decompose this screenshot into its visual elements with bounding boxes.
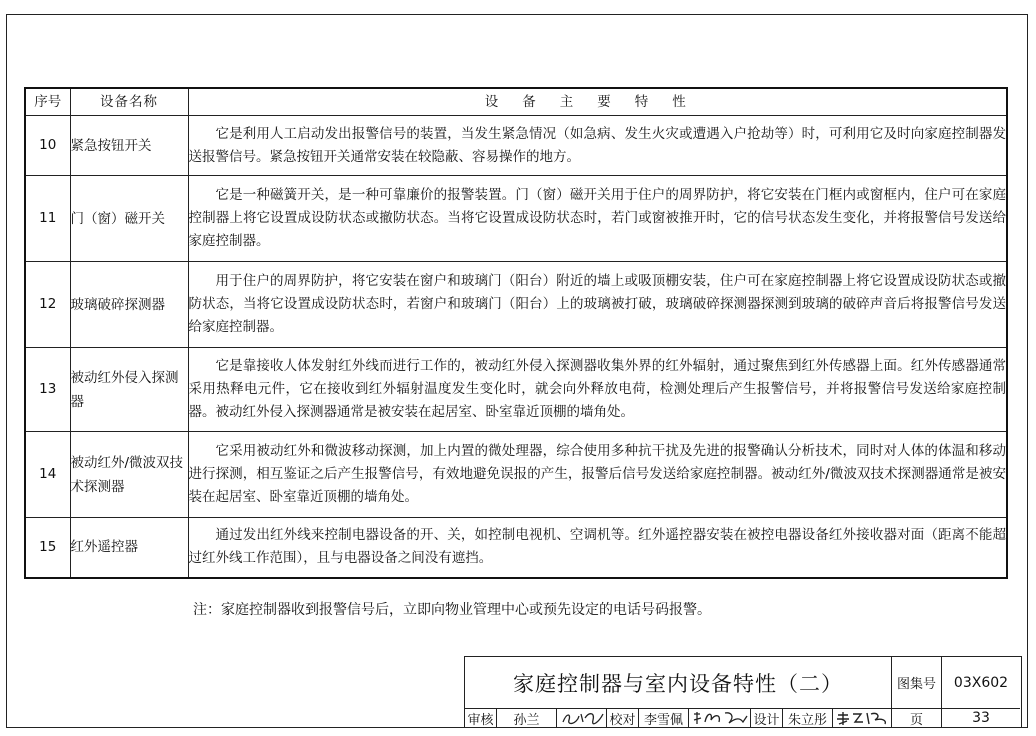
- table-row: [25, 348, 1007, 432]
- table-row: [25, 262, 1007, 348]
- row-no: 11: [25, 176, 70, 262]
- header-desc: 设备主要特性: [188, 88, 1007, 116]
- review-signature: [557, 709, 607, 727]
- spec-table: [24, 87, 1008, 579]
- row-desc: [188, 348, 1007, 432]
- row-no: 14: [25, 432, 70, 518]
- row-name: 紧急按钮开关: [70, 116, 188, 176]
- row-name: 红外遥控器: [70, 518, 188, 578]
- table-row: [25, 176, 1007, 262]
- design-label: 设计: [751, 709, 783, 727]
- drawing-title: 家庭控制器与室内设备特性（二）: [465, 657, 892, 709]
- row-no: 10: [25, 116, 70, 176]
- row-no: 13: [25, 348, 70, 432]
- row-no: 12: [25, 262, 70, 348]
- row-desc: [188, 116, 1007, 176]
- row-desc: [188, 176, 1007, 262]
- header-name: 设备名称: [70, 88, 188, 116]
- row-desc-text: 通过发出红外线来控制电器设备的开、关，如控制电视机、空调机等。红外遥控器安装在被控电器设备红外接收器对面（距离不能超过红外线工作范围），且与电器设备之间没有遮挡。: [188, 527, 1006, 567]
- row-name: 门（窗）磁开关: [70, 176, 188, 262]
- row-desc-text: 它是靠接收人体发射红外线而进行工作的，被动红外侵入探测器收集外界的红外辐射，通过聚焦到红外传感器上面。红外传感器通常采用热释电元件，它在接收到红外辐射温度发生变化时，就会向外释放电荷，检测处理后产生报警信号，并将报警信号发送给家庭控制器。被动红外侵入探测器通常是被安装在起居室、卧室靠近顶棚的墙角处。: [188, 358, 1006, 420]
- row-name: 玻璃破碎探测器: [70, 262, 188, 348]
- design-signature: [833, 709, 892, 727]
- row-desc-text: 它是利用人工启动发出报警信号的装置，当发生紧急情况（如急病、发生火灾或遭遇入户抢劫等）时，可利用它及时向家庭控制器发送报警信号。紧急按钮开关通常安装在较隐蔽、容易操作的地方。: [188, 125, 1006, 165]
- row-desc: [188, 262, 1007, 348]
- header-no: 序号: [25, 88, 70, 116]
- atlas-number: 03X602: [942, 657, 1020, 709]
- row-no: 15: [25, 518, 70, 578]
- row-desc: [188, 432, 1007, 518]
- table-row: [25, 116, 1007, 176]
- row-desc: [188, 518, 1007, 578]
- page-number: 33: [972, 710, 990, 726]
- check-signature: [689, 709, 751, 727]
- review-label: 审核: [465, 709, 497, 727]
- title-block: [464, 656, 1022, 728]
- table-row: [25, 432, 1007, 518]
- row-desc-text: 用于住户的周界防护，将它安装在窗户和玻璃门（阳台）附近的墙上或吸顶棚安装，住户可在家庭控制器上将它设置成设防状态或撤防状态，当将它设置成设防状态时，若窗户和玻璃门（阳台）上的玻璃被打破，玻璃破碎探测器探测到玻璃的破碎声音后将报警信号发送给家庭控制器。: [188, 273, 1006, 335]
- page-label: 页: [892, 709, 942, 727]
- table-header-row: [25, 88, 1007, 116]
- row-name: 被动红外侵入探测器: [70, 348, 188, 432]
- review-name: 孙兰: [497, 709, 557, 727]
- row-desc-text: 它采用被动红外和微波移动探测，加上内置的微处理器，综合使用多种抗干扰及先进的报警确认分析技术，同时对人体的体温和移动进行探测，相互鉴证之后产生报警信号，有效地避免误报的产生，报警后信号发送给家庭控制器。被动红外/微波双技术探测器通常是被安装在起居室、卧室靠近顶棚的墙角处。: [188, 443, 1006, 505]
- design-name: 朱立彤: [783, 709, 833, 727]
- atlas-label: 图集号: [892, 657, 942, 709]
- footnote: 注：家庭控制器收到报警信号后，立即向物业管理中心或预先设定的电话号码报警。: [193, 602, 711, 618]
- row-desc-text: 它是一种磁簧开关，是一种可靠廉价的报警装置。门（窗）磁开关用于住户的周界防护，将它安装在门框内或窗框内，住户可在家庭控制器上将它设置成设防状态或撤防状态。当将它设置成设防状态时，若门或窗被推开时，它的信号状态发生变化，并将报警信号发送给家庭控制器。: [188, 187, 1006, 249]
- row-name: 被动红外/微波双技术探测器: [70, 432, 188, 518]
- check-label: 校对: [607, 709, 639, 727]
- table-row: [25, 518, 1007, 578]
- check-name: 李雪佩: [639, 709, 689, 727]
